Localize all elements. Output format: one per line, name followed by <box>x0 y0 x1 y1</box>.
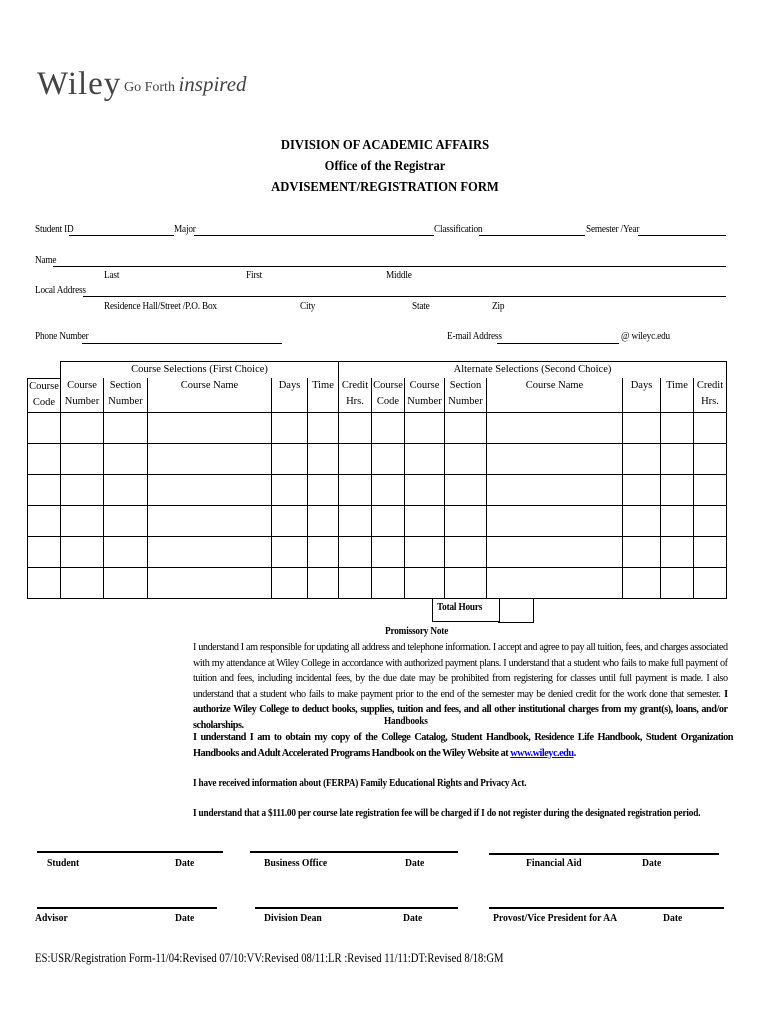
residence-label: Residence Hall/Street /P.O. Box <box>104 301 217 312</box>
col-alt-course-code: Course Code <box>372 378 405 412</box>
date-label: Date <box>663 912 683 924</box>
business-office-label: Business Office <box>264 857 328 869</box>
provost-signature-line[interactable] <box>489 907 724 909</box>
table-row[interactable] <box>28 443 727 474</box>
col-section-number: Section Number <box>104 378 148 412</box>
wiley-website-link[interactable]: www.wileyc.edu <box>510 747 574 759</box>
local-address-label: Local Address <box>35 285 86 296</box>
name-field[interactable] <box>53 266 726 267</box>
classification-label: Classification <box>434 224 483 235</box>
state-label: State <box>412 301 430 312</box>
semester-year-field[interactable] <box>638 235 726 236</box>
form-revision-footer: ES:USR/Registration Form-11/04:Revised 07/10:VV:Revised 08/11:LR :Revised 11/11:DT:Revised 8/18:GM <box>35 950 504 965</box>
col-alt-time: Time <box>661 378 694 412</box>
date-label: Date <box>175 912 195 924</box>
total-hours-field[interactable] <box>498 598 534 623</box>
wiley-logo: Wiley <box>37 66 122 102</box>
col-course-name: Course Name <box>148 378 272 412</box>
tagline-script: inspired <box>178 72 247 96</box>
advisor-signature-line[interactable] <box>37 907 217 909</box>
zip-label: Zip <box>492 301 505 312</box>
student-signature-line[interactable] <box>37 851 223 853</box>
division-title: DIVISION OF ACADEMIC AFFAIRS <box>280 138 490 153</box>
date-label: Date <box>175 857 195 869</box>
city-label: City <box>300 301 316 312</box>
date-label: Date <box>405 857 425 869</box>
date-label: Date <box>403 912 423 924</box>
email-field[interactable] <box>497 343 619 344</box>
promissory-text: I understand I am responsible for updating all address and telephone information. I accept and agree to pay all tuition, fees, and charges associated with my attendance at Wiley College in accordance with authorized payment plans. I understand that a student who fails to make full payment of tuition and fees, including incidental fees, by the due date may be prohibited from registering for classes until full payment is made. I also understand that a student who fails to make payment prior to the end of the semester may be denied credit for the work done that semester. I authorize Wiley College to deduct books, supplies, tuition and fees, and all other institutional charges from my grant(s), loans, and/or scholarships. <box>193 642 728 731</box>
handbooks-text: I understand I am to obtain my copy of the College Catalog, Student Handbook, Residence Life Handbook, Student Organization Handbooks and Adult Accelerated Programs Handbook on the Wiley Website at www.wileyc.edu. <box>193 732 733 759</box>
ferpa-statement: I have received information about (FERPA) Family Educational Rights and Privacy Act. <box>193 778 527 789</box>
course-selection-table <box>27 361 727 599</box>
handbooks-title: Handbooks <box>384 716 428 727</box>
promissory-title: Promissory Note <box>385 626 449 637</box>
table-row[interactable] <box>28 536 727 567</box>
col-alt-course-name: Course Name <box>487 378 623 412</box>
advisor-label: Advisor <box>35 912 68 924</box>
col-time: Time <box>308 378 339 412</box>
col-alt-days: Days <box>623 378 661 412</box>
first-choice-heading: Course Selections (First Choice) <box>61 362 339 379</box>
provost-label: Provost/Vice President for AA <box>493 912 618 924</box>
first-label: First <box>246 270 263 281</box>
business-office-signature-line[interactable] <box>250 851 458 853</box>
table-row[interactable] <box>28 474 727 505</box>
email-label: E-mail Address <box>447 331 502 342</box>
name-label: Name <box>35 255 57 266</box>
col-credit-hrs: Credit Hrs. <box>339 378 372 412</box>
financial-aid-signature-line[interactable] <box>489 853 719 855</box>
email-domain: @ wileyc.edu <box>621 331 670 342</box>
division-dean-signature-line[interactable] <box>255 907 458 909</box>
col-days: Days <box>272 378 308 412</box>
logo-tagline <box>124 72 247 97</box>
office-title: Office of the Registrar <box>324 159 446 174</box>
student-label: Student <box>47 857 80 869</box>
financial-aid-label: Financial Aid <box>526 857 582 869</box>
second-choice-heading: Alternate Selections (Second Choice) <box>339 362 727 379</box>
division-dean-label: Division Dean <box>264 912 322 924</box>
tagline-prefix: Go Forth <box>124 80 175 95</box>
total-hours-label-box <box>432 598 500 622</box>
col-course-code: Course Code <box>28 378 61 412</box>
semester-year-label: Semester /Year <box>586 224 640 235</box>
student-id-label: Student ID <box>35 224 74 235</box>
table-row[interactable] <box>28 505 727 536</box>
middle-label: Middle <box>386 270 412 281</box>
table-row[interactable] <box>28 412 727 443</box>
major-label: Major <box>174 224 196 235</box>
classification-field[interactable] <box>479 235 585 236</box>
local-address-field[interactable] <box>83 296 726 297</box>
last-label: Last <box>104 270 120 281</box>
date-label: Date <box>642 857 662 869</box>
student-id-field[interactable] <box>69 235 174 236</box>
col-alt-course-number: Course Number <box>405 378 445 412</box>
total-hours-label: Total Hours <box>437 602 483 613</box>
col-alt-credit-hrs: Credit Hrs. <box>694 378 727 412</box>
col-alt-section-number: Section Number <box>445 378 487 412</box>
table-row[interactable] <box>28 567 727 598</box>
phone-label: Phone Number <box>35 331 89 342</box>
form-title: ADVISEMENT/REGISTRATION FORM <box>271 180 499 195</box>
col-course-number: Course Number <box>61 378 104 412</box>
major-field[interactable] <box>194 235 434 236</box>
late-fee-statement: I understand that a $111.00 per course late registration fee will be charged if I do not register during the designated registration period. <box>193 808 701 819</box>
phone-field[interactable] <box>82 343 282 344</box>
